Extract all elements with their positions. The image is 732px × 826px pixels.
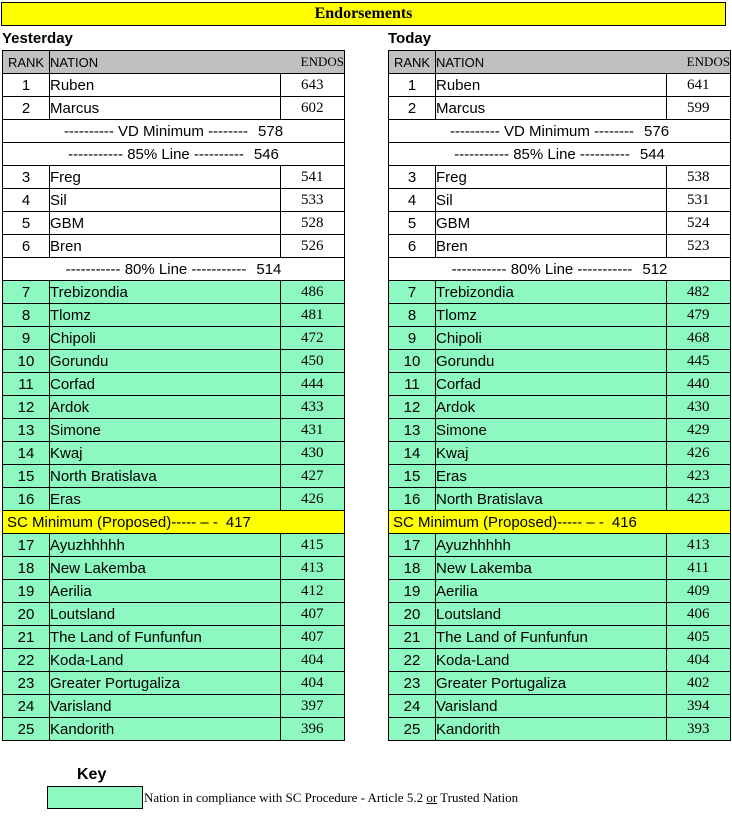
rank-cell: 2 — [389, 97, 436, 120]
rank-cell: 24 — [3, 695, 50, 718]
sc-minimum-row — [389, 511, 731, 534]
rank-cell: 18 — [389, 557, 436, 580]
threshold-value: 546 — [253, 145, 279, 163]
rank-cell: 5 — [3, 212, 50, 235]
nation-cell: Sil — [50, 189, 281, 212]
nation-row — [3, 534, 345, 557]
rank-cell: 7 — [389, 281, 436, 304]
threshold-row — [3, 120, 345, 143]
nation-cell: Kwaj — [436, 442, 667, 465]
rank-cell: 18 — [3, 557, 50, 580]
rank-cell: 12 — [3, 396, 50, 419]
rank-cell: 17 — [389, 534, 436, 557]
threshold-cell — [3, 258, 345, 281]
endos-cell: 531 — [666, 189, 731, 212]
nation-cell: Greater Portugaliza — [436, 672, 667, 695]
rank-cell: 6 — [389, 235, 436, 258]
rank-cell: 6 — [3, 235, 50, 258]
sc-minimum-value: 416 — [611, 513, 637, 531]
key-or-word: or — [426, 790, 438, 805]
endos-cell: 402 — [666, 672, 731, 695]
nation-cell: Eras — [436, 465, 667, 488]
endos-cell: 541 — [280, 166, 345, 189]
threshold-label: ---------- VD Minimum -------- — [63, 122, 249, 140]
endos-cell: 407 — [280, 603, 345, 626]
nation-cell: Ayuzhhhhh — [436, 534, 667, 557]
column-header-endos: ENDOS — [280, 51, 345, 74]
nation-row — [389, 465, 731, 488]
nation-row — [3, 672, 345, 695]
nation-row — [389, 626, 731, 649]
nation-row — [389, 235, 731, 258]
sc-minimum-value: 417 — [225, 513, 251, 531]
nation-row — [3, 442, 345, 465]
endos-cell: 430 — [280, 442, 345, 465]
endos-cell: 445 — [666, 350, 731, 373]
nation-row — [389, 350, 731, 373]
nation-cell: Ruben — [50, 74, 281, 97]
endos-cell: 433 — [280, 396, 345, 419]
nation-row — [3, 603, 345, 626]
nation-cell: Ruben — [436, 74, 667, 97]
endos-cell: 479 — [666, 304, 731, 327]
endos-cell: 429 — [666, 419, 731, 442]
endos-cell: 413 — [280, 557, 345, 580]
rank-cell: 23 — [389, 672, 436, 695]
nation-row — [389, 672, 731, 695]
sc-minimum-cell — [389, 511, 731, 534]
endos-cell: 482 — [666, 281, 731, 304]
endos-cell: 431 — [280, 419, 345, 442]
nation-cell: GBM — [50, 212, 281, 235]
rank-cell: 17 — [3, 534, 50, 557]
sc-minimum-row — [3, 511, 345, 534]
column-header-endos: ENDOS — [666, 51, 731, 74]
rank-cell: 11 — [389, 373, 436, 396]
nation-row — [389, 695, 731, 718]
nation-cell: North Bratislava — [436, 488, 667, 511]
nation-cell: Trebizondia — [436, 281, 667, 304]
endos-cell: 404 — [280, 649, 345, 672]
endos-cell: 524 — [666, 212, 731, 235]
rank-cell: 10 — [389, 350, 436, 373]
nation-cell: Varisland — [436, 695, 667, 718]
nation-cell: Varisland — [50, 695, 281, 718]
endos-cell: 450 — [280, 350, 345, 373]
rank-cell: 4 — [3, 189, 50, 212]
nation-cell: Chipoli — [50, 327, 281, 350]
rank-cell: 25 — [3, 718, 50, 741]
threshold-cell — [389, 258, 731, 281]
today-table — [388, 50, 731, 741]
today-board — [388, 30, 728, 741]
endos-cell: 426 — [280, 488, 345, 511]
endos-cell: 602 — [280, 97, 345, 120]
threshold-row — [3, 143, 345, 166]
endos-cell: 407 — [280, 626, 345, 649]
threshold-cell — [389, 143, 731, 166]
nation-row — [3, 419, 345, 442]
nation-row — [3, 626, 345, 649]
endos-cell: 412 — [280, 580, 345, 603]
nation-row — [3, 718, 345, 741]
threshold-value: 514 — [256, 260, 282, 278]
nation-row — [389, 442, 731, 465]
table-header-row — [3, 51, 345, 74]
nation-row — [3, 373, 345, 396]
nation-row — [3, 396, 345, 419]
key-heading: Key — [77, 766, 107, 783]
nation-row — [389, 557, 731, 580]
threshold-row — [3, 258, 345, 281]
nation-cell: Aerilia — [50, 580, 281, 603]
threshold-label: ---------- VD Minimum -------- — [449, 122, 635, 140]
nation-cell: Sil — [436, 189, 667, 212]
rank-cell: 19 — [3, 580, 50, 603]
threshold-row — [389, 143, 731, 166]
rank-cell: 25 — [389, 718, 436, 741]
rank-cell: 16 — [3, 488, 50, 511]
rank-cell: 3 — [3, 166, 50, 189]
nation-row — [3, 649, 345, 672]
rank-cell: 16 — [389, 488, 436, 511]
endos-cell: 641 — [666, 74, 731, 97]
rank-cell: 14 — [389, 442, 436, 465]
rank-cell: 7 — [3, 281, 50, 304]
nation-row — [389, 488, 731, 511]
key-text-after: Trusted Nation — [437, 790, 519, 805]
threshold-label: ----------- 80% Line ----------- — [65, 260, 247, 278]
key-text-before: Nation in compliance with SC Procedure - Article 5.2 — [144, 790, 427, 805]
endos-cell: 486 — [280, 281, 345, 304]
endos-cell: 394 — [666, 695, 731, 718]
nation-cell: Bren — [50, 235, 281, 258]
threshold-label: ----------- 80% Line ----------- — [451, 260, 633, 278]
rank-cell: 20 — [3, 603, 50, 626]
nation-row — [389, 603, 731, 626]
threshold-row — [389, 258, 731, 281]
nation-row — [3, 350, 345, 373]
nation-cell: North Bratislava — [50, 465, 281, 488]
nation-cell: Kwaj — [50, 442, 281, 465]
rank-cell: 23 — [3, 672, 50, 695]
nation-row — [3, 212, 345, 235]
nation-row — [389, 97, 731, 120]
rank-cell: 12 — [389, 396, 436, 419]
endos-cell: 430 — [666, 396, 731, 419]
rank-cell: 10 — [3, 350, 50, 373]
yesterday-board — [2, 30, 342, 741]
nation-cell: Greater Portugaliza — [50, 672, 281, 695]
endos-cell: 472 — [280, 327, 345, 350]
nation-row — [389, 649, 731, 672]
endos-cell: 423 — [666, 465, 731, 488]
nation-cell: Gorundu — [436, 350, 667, 373]
rank-cell: 5 — [389, 212, 436, 235]
endos-cell: 468 — [666, 327, 731, 350]
key-green-swatch — [47, 786, 143, 809]
endos-cell: 526 — [280, 235, 345, 258]
rank-cell: 19 — [389, 580, 436, 603]
nation-cell: Corfad — [436, 373, 667, 396]
nation-row — [389, 304, 731, 327]
nation-row — [389, 396, 731, 419]
endos-cell: 426 — [666, 442, 731, 465]
nation-cell: New Lakemba — [436, 557, 667, 580]
nation-cell: Tlomz — [436, 304, 667, 327]
nation-cell: Kandorith — [436, 718, 667, 741]
endos-cell: 599 — [666, 97, 731, 120]
nation-row — [389, 74, 731, 97]
key-description — [144, 790, 518, 806]
rank-cell: 8 — [3, 304, 50, 327]
rank-cell: 9 — [3, 327, 50, 350]
endos-cell: 396 — [280, 718, 345, 741]
rank-cell: 22 — [3, 649, 50, 672]
threshold-row — [389, 120, 731, 143]
rank-cell: 8 — [389, 304, 436, 327]
nation-cell: Kandorith — [50, 718, 281, 741]
threshold-value: 544 — [639, 145, 665, 163]
endos-cell: 538 — [666, 166, 731, 189]
threshold-label: ----------- 85% Line ---------- — [454, 145, 630, 163]
threshold-value: 576 — [644, 122, 670, 140]
yesterday-label: Yesterday — [2, 30, 73, 47]
sc-minimum-cell — [3, 511, 345, 534]
rank-cell: 1 — [389, 74, 436, 97]
nation-cell: Corfad — [50, 373, 281, 396]
rank-cell: 1 — [3, 74, 50, 97]
rank-cell: 21 — [389, 626, 436, 649]
endos-cell: 523 — [666, 235, 731, 258]
nation-cell: Koda-Land — [436, 649, 667, 672]
rank-cell: 24 — [389, 695, 436, 718]
page-title: Endorsements — [1, 2, 726, 26]
nation-row — [389, 534, 731, 557]
rank-cell: 21 — [3, 626, 50, 649]
endos-cell: 528 — [280, 212, 345, 235]
nation-cell: Ardok — [436, 396, 667, 419]
rank-cell: 20 — [389, 603, 436, 626]
nation-cell: Loutsland — [436, 603, 667, 626]
nation-row — [3, 557, 345, 580]
column-header-nation: NATION — [50, 51, 281, 74]
nation-cell: Freg — [436, 166, 667, 189]
endos-cell: 415 — [280, 534, 345, 557]
nation-row — [3, 97, 345, 120]
nation-row — [3, 166, 345, 189]
threshold-value: 512 — [642, 260, 668, 278]
threshold-cell — [3, 143, 345, 166]
rank-cell: 2 — [3, 97, 50, 120]
nation-cell: Chipoli — [436, 327, 667, 350]
endos-cell: 444 — [280, 373, 345, 396]
endos-cell: 440 — [666, 373, 731, 396]
nation-cell: Ardok — [50, 396, 281, 419]
nation-cell: Bren — [436, 235, 667, 258]
nation-row — [389, 189, 731, 212]
threshold-cell — [3, 120, 345, 143]
rank-cell: 14 — [3, 442, 50, 465]
threshold-value: 578 — [258, 122, 284, 140]
nation-cell: Loutsland — [50, 603, 281, 626]
endos-cell: 404 — [280, 672, 345, 695]
nation-row — [389, 718, 731, 741]
nation-row — [389, 212, 731, 235]
nation-cell: New Lakemba — [50, 557, 281, 580]
endos-cell: 643 — [280, 74, 345, 97]
nation-row — [3, 695, 345, 718]
column-header-rank: RANK — [389, 51, 436, 74]
nation-row — [389, 419, 731, 442]
nation-row — [3, 74, 345, 97]
nation-cell: GBM — [436, 212, 667, 235]
nation-row — [3, 327, 345, 350]
nation-cell: The Land of Funfunfun — [436, 626, 667, 649]
endos-cell: 481 — [280, 304, 345, 327]
nation-row — [3, 189, 345, 212]
nation-cell: Freg — [50, 166, 281, 189]
nation-row — [389, 166, 731, 189]
nation-row — [3, 235, 345, 258]
column-header-nation: NATION — [436, 51, 667, 74]
nation-cell: Koda-Land — [50, 649, 281, 672]
table-header-row — [389, 51, 731, 74]
endos-cell: 423 — [666, 488, 731, 511]
nation-cell: Tlomz — [50, 304, 281, 327]
nation-row — [389, 373, 731, 396]
endos-cell: 406 — [666, 603, 731, 626]
today-label: Today — [388, 30, 432, 47]
endos-cell: 393 — [666, 718, 731, 741]
rank-cell: 22 — [389, 649, 436, 672]
nation-row — [3, 488, 345, 511]
nation-row — [389, 327, 731, 350]
nation-cell: Marcus — [50, 97, 281, 120]
threshold-cell — [389, 120, 731, 143]
nation-row — [389, 281, 731, 304]
sc-minimum-label: SC Minimum (Proposed)----- – - — [7, 513, 218, 531]
nation-cell: Ayuzhhhhh — [50, 534, 281, 557]
nation-row — [3, 580, 345, 603]
nation-cell: Trebizondia — [50, 281, 281, 304]
yesterday-table — [2, 50, 345, 741]
rank-cell: 13 — [389, 419, 436, 442]
rank-cell: 9 — [389, 327, 436, 350]
nation-cell: The Land of Funfunfun — [50, 626, 281, 649]
nation-cell: Simone — [436, 419, 667, 442]
rank-cell: 15 — [3, 465, 50, 488]
nation-cell: Eras — [50, 488, 281, 511]
sc-minimum-label: SC Minimum (Proposed)----- – - — [393, 513, 604, 531]
endos-cell: 405 — [666, 626, 731, 649]
rank-cell: 15 — [389, 465, 436, 488]
endos-cell: 413 — [666, 534, 731, 557]
nation-cell: Gorundu — [50, 350, 281, 373]
nation-cell: Simone — [50, 419, 281, 442]
nation-cell: Marcus — [436, 97, 667, 120]
rank-cell: 13 — [3, 419, 50, 442]
column-header-rank: RANK — [3, 51, 50, 74]
endos-cell: 533 — [280, 189, 345, 212]
nation-row — [389, 580, 731, 603]
nation-row — [3, 281, 345, 304]
endos-cell: 427 — [280, 465, 345, 488]
rank-cell: 3 — [389, 166, 436, 189]
rank-cell: 11 — [3, 373, 50, 396]
rank-cell: 4 — [389, 189, 436, 212]
nation-row — [3, 465, 345, 488]
endos-cell: 411 — [666, 557, 731, 580]
nation-row — [3, 304, 345, 327]
endos-cell: 397 — [280, 695, 345, 718]
nation-cell: Aerilia — [436, 580, 667, 603]
threshold-label: ----------- 85% Line ---------- — [68, 145, 244, 163]
endos-cell: 404 — [666, 649, 731, 672]
endos-cell: 409 — [666, 580, 731, 603]
